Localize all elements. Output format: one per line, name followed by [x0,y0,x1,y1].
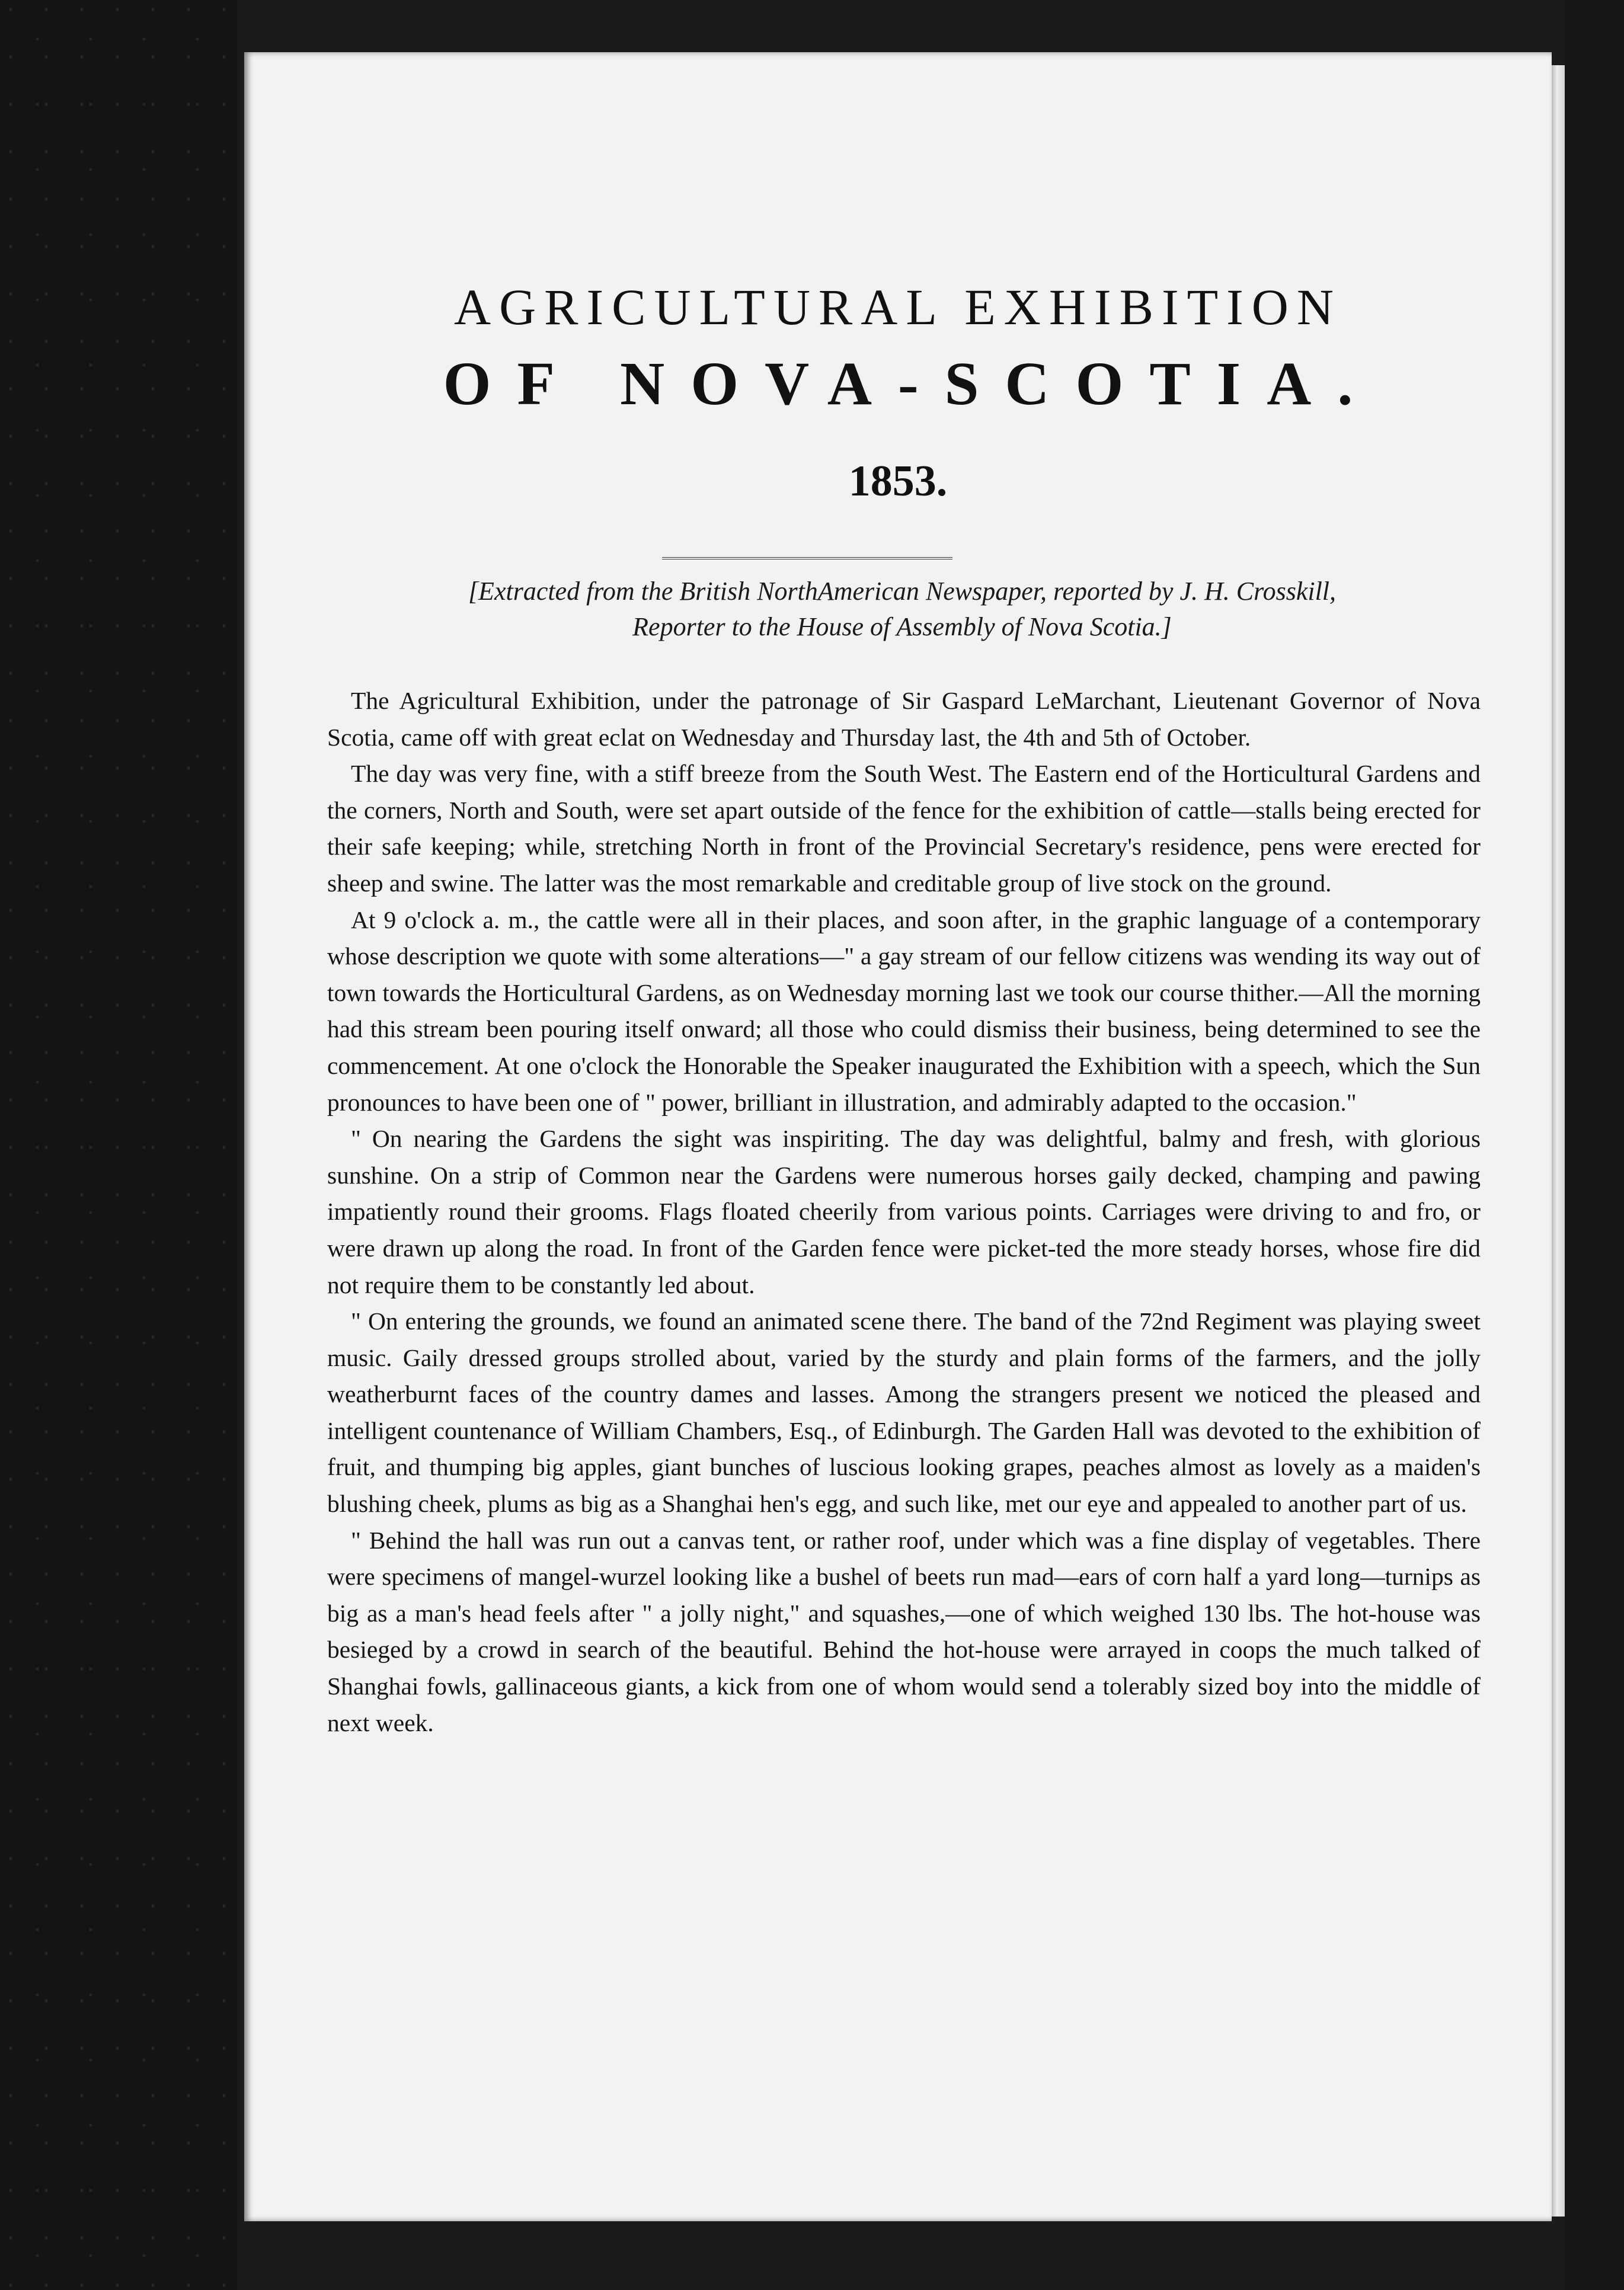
title-divider [662,557,952,559]
source-note-line-2: Reporter to the House of Assembly of Nova Scotia.] [632,612,1172,641]
scan-background-right [1565,0,1624,2290]
title-line-1: AGRICULTURAL EXHIBITION [453,279,1342,335]
title-year: 1853. [848,457,948,506]
page-stack-edge [1552,65,1565,2217]
paragraph: " On nearing the Gardens the sight was inspiriting. The day was delightful, balmy and fresh, with glorious sunshine. On a strip of Common near the Gardens were numerous horses gaily decked, champing and pawing impatiently round their grooms. Flags floated cheerily from various points. Carriages were driving to and fro, or were drawn up along the road. In front of the Garden fence were picket-ted the more steady horses, whose fire did not require them to be constantly led about. [327,1125,1481,1298]
paragraph: At 9 o'clock a. m., the cattle were all in their places, and soon after, in the graphic language of a contemporary whose description we quote with some alterations—" a gay stream of our fellow citizens was wending its way out of town towards the Horticultural Gardens, as on Wednesday morning last we took our course thither.—All the morning had this stream been pouring itself onward; all those who could dismiss their business, being determined to see the commencement. At one o'clock the Honorable the Speaker inaugurated the Exhibition with a speech, which the Sun pronounces to have been one of " power, brilliant in illustration, and admirably adapted to the occasion." [327,906,1481,1116]
paragraph: " On entering the grounds, we found an animated scene there. The band of the 72nd Regiment was playing sweet music. Gaily dressed groups strolled about, varied by the sturdy and plain forms of the farmers, and the jolly weatherburnt faces of the country dames and lasses. Among the strangers present we noticed the pleased and intelligent countenance of William Chambers, Esq., of Edinburgh. The Garden Hall was devoted to the exhibition of fruit, and thumping big apples, giant bunches of luscious looking grapes, peaches almost as lovely as a maiden's blushing cheek, plums as big as a Shanghai hen's egg, and such like, met our eye and appealed to another part of us. [327,1307,1481,1518]
document-page [244,52,1552,2221]
book-binding-edge [0,0,237,2290]
paragraph: " Behind the hall was run out a canvas tent, or rather roof, under which was a fine display of vegetables. There were specimens of mangel-wurzel looking like a bushel of beets run mad—ears of corn half a yard long—turnips as big as a man's head feels after " a jolly night," and squashes,—one of which weighed 130 lbs. The hot-house was besieged by a crowd in search of the beautiful. Behind the hot-house were arrayed in coops the much talked of Shanghai fowls, gallinaceous giants, a kick from one of whom would send a tolerably sized boy into the middle of next week. [327,1526,1481,1736]
article-body [327,683,1481,1741]
title-line-2: OF NOVA-SCOTIA. [443,350,1379,418]
source-note-line-1: [Extracted from the British NorthAmerican Newspaper, reported by J. H. Crosskill, [468,577,1337,606]
paragraph: The Agricultural Exhibition, under the patronage of Sir Gaspard LeMarchant, Lieutenant Governor of Nova Scotia, came off with great eclat on Wednesday and Thursday last, the 4th and 5th of October. [327,687,1481,751]
paragraph: The day was very fine, with a stiff breeze from the South West. The Eastern end of the Horticultural Gardens and the corners, North and South, were set apart outside of the fence for the exhibition of cattle—stalls being erected for their safe keeping; while, stretching North in front of the Provincial Secretary's residence, pens were erected for sheep and swine. The latter was the most remarkable and creditable group of live stock on the ground. [327,760,1481,897]
